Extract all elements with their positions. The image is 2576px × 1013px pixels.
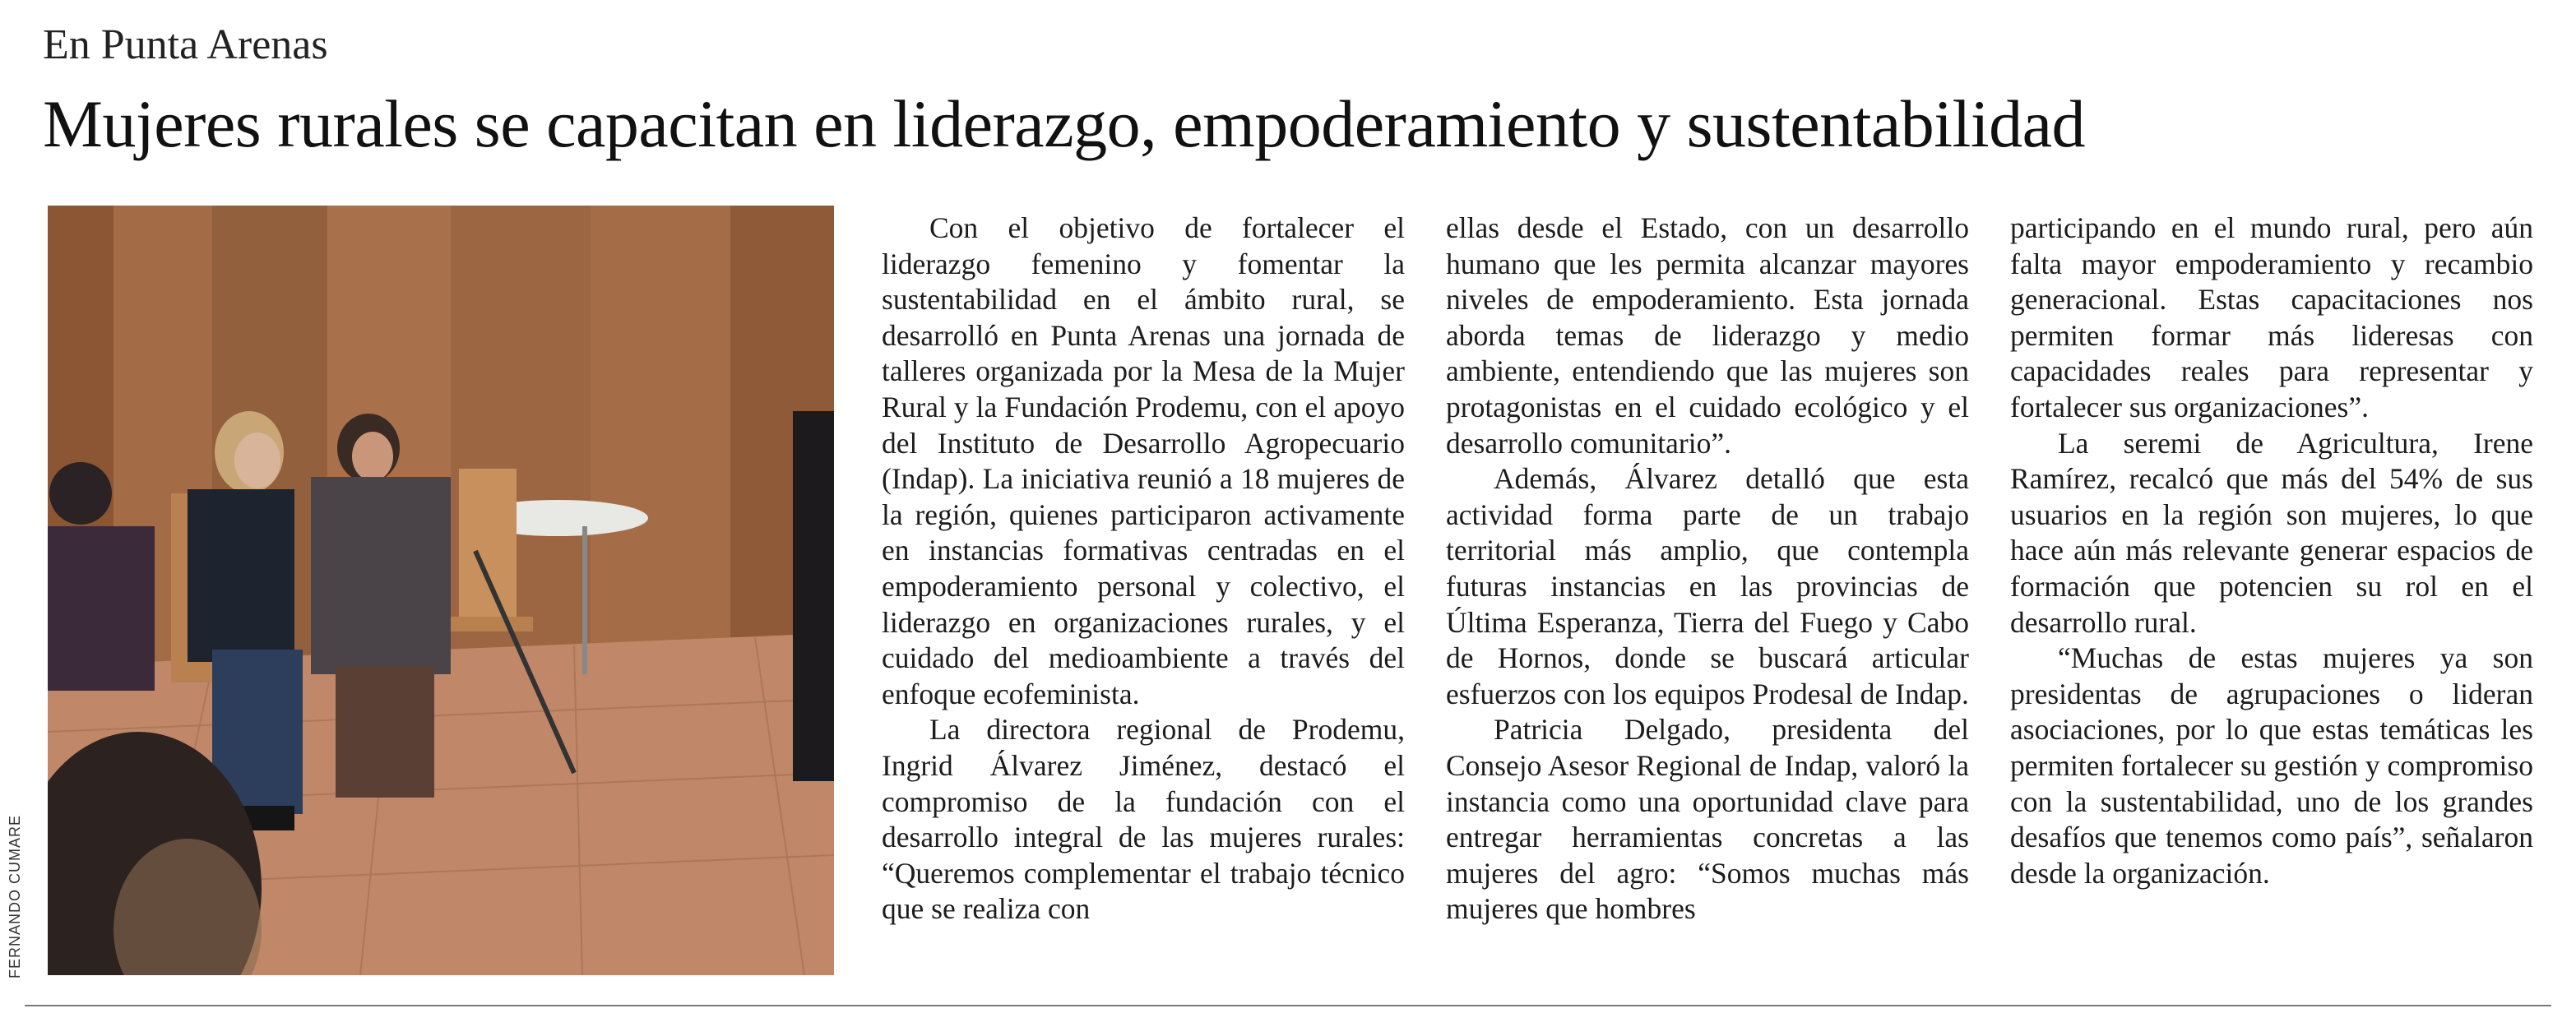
article-kicker: En Punta Arenas [43,21,328,68]
article-column-3 [2010,210,2533,891]
article-headline: Mujeres rurales se capacitan en liderazgo, empoderamiento y sustentabilidad [43,86,2086,161]
photo-credit: FERNANDO CUMARE [7,814,23,978]
paragraph: Patricia Delgado, presidenta del Consejo Asesor Regional de Indap, valoró la instancia como una oportunidad clave para entregar herramientas concretas a las mujeres del agro: “Somos muchas más mujeres que hombres [1446,713,1969,926]
article-column-1 [882,210,1405,927]
paragraph: La seremi de Agricultura, Irene Ramírez, recalcó que más del 54% de sus usuarios en la región son mujeres, lo que hace aún más relevante generar espacios de formación que potencien su rol en el desarrollo rural. [2010,426,2533,639]
bottom-rule [25,1005,2551,1006]
article-column-2 [1446,210,1969,927]
paragraph: ellas desde el Estado, con un desarrollo humano que les permita alcanzar mayores niveles de empoderamiento. Esta jornada aborda temas de liderazgo y medio ambiente, entendiendo que las mujeres son protagonistas en el cuidado ecológico y el desarrollo comunitario”. [1446,211,1969,460]
article-photo [48,206,834,975]
paragraph: Con el objetivo de fortalecer el liderazgo femenino y fomentar la sustentabilidad en el ámbito rural, se desarrolló en Punta Arenas una jornada de talleres organizada por la Mesa de la Mujer Rural y la Fundación Prodemu, con el apoyo del Instituto de Desarrollo Agropecuario (Indap). La iniciativa reunió a 18 mujeres de la región, quienes participaron activamente en instancias formativas centradas en el empoderamiento personal y colectivo, el liderazgo en organizaciones rurales, y el cuidado del medioambiente a través del enfoque ecofeminista. [882,211,1405,710]
paragraph: “Muchas de estas mujeres ya son presidentas de agrupaciones o lideran asociaciones, por lo que estas temáticas les permiten fortalecer su gestión y compromiso con la sustentabilidad, uno de los grandes desafíos que tenemos como país”, señalaron desde la organización. [2010,641,2533,890]
paragraph: Además, Álvarez detalló que esta actividad forma parte de un trabajo territorial más amplio, que contempla futuras instancias en las provincias de Última Esperanza, Tierra del Fuego y Cabo de Hornos, donde se buscará articular esfuerzos con los equipos Prodesal de Indap. [1446,462,1969,710]
paragraph: La directora regional de Prodemu, Ingrid Álvarez Jiménez, destacó el compromiso de la fundación con el desarrollo integral de las mujeres rurales: “Queremos complementar el trabajo técnico que se realiza con [882,713,1405,926]
paragraph: participando en el mundo rural, pero aún falta mayor empoderamiento y recambio generacional. Estas capacitaciones nos permiten formar más lideresas con capacidades reales para representar y fortalecer sus organizaciones”. [2010,211,2533,423]
